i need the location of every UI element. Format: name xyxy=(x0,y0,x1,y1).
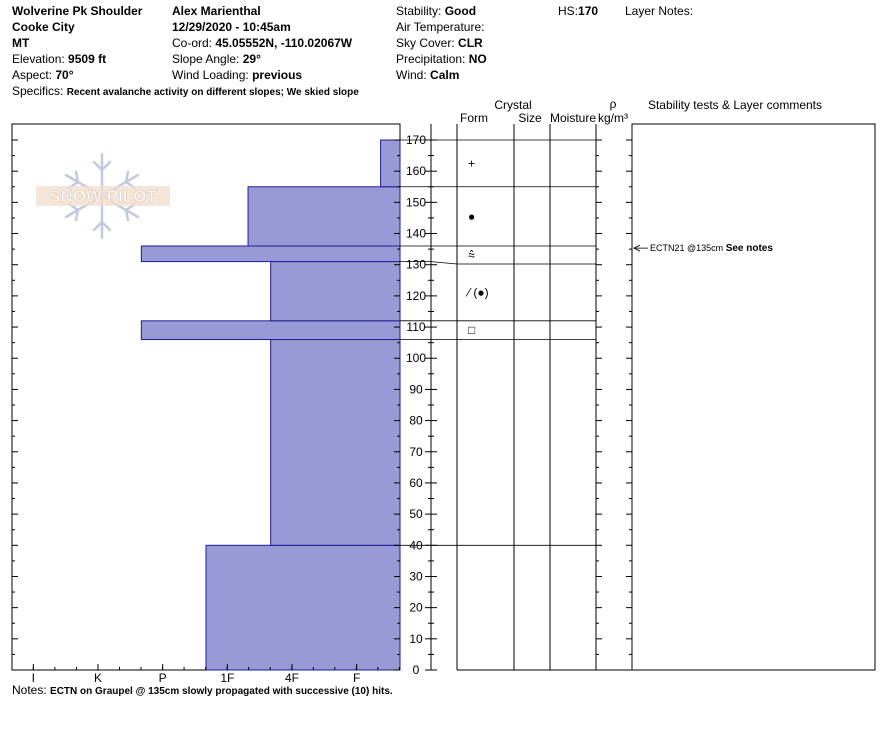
slope-field xyxy=(172,52,261,66)
elevation-field xyxy=(12,52,106,66)
notes-field xyxy=(12,683,393,697)
coord-value: 45.05552N, -110.02067W xyxy=(215,36,353,50)
height-tick-label: 140 xyxy=(405,226,427,241)
stability-test-annotation xyxy=(634,243,773,254)
form-symbol: ⁄ (●) xyxy=(468,285,489,300)
slope-label: Slope Angle: xyxy=(172,52,240,66)
crystal-header: Crystal xyxy=(494,98,532,112)
hardness-bar-3 xyxy=(271,262,400,321)
height-tick-label: 130 xyxy=(405,257,427,272)
height-tick-label: 30 xyxy=(409,569,423,584)
stability-field xyxy=(396,4,476,18)
density-unit-header: kg/m³ xyxy=(598,111,628,125)
height-tick-label: 10 xyxy=(409,631,423,646)
layer-notes-label: Layer Notes: xyxy=(625,4,694,18)
height-tick-label: 70 xyxy=(409,444,423,459)
hardness-bar-1 xyxy=(271,340,400,546)
height-tick-label: 150 xyxy=(405,195,427,210)
coord-label: Co-ord: xyxy=(172,36,213,50)
stability-value: Good xyxy=(444,4,477,18)
stability-label: Stability: xyxy=(396,4,442,18)
height-tick-label: 170 xyxy=(405,133,427,147)
height-tick-label: 160 xyxy=(405,164,427,179)
wind-value: Calm xyxy=(430,68,460,82)
wind-loading-label: Wind Loading: xyxy=(172,68,249,82)
height-tick-label: 100 xyxy=(405,351,427,366)
precip-value: NO xyxy=(468,52,487,66)
height-tick-label: 110 xyxy=(406,320,426,335)
hardness-tick-label: K xyxy=(93,671,103,685)
wind-label: Wind: xyxy=(396,68,427,82)
location-name: Wolverine Pk Shoulder xyxy=(12,4,143,18)
elevation-label: Elevation: xyxy=(12,52,65,66)
crystal-table xyxy=(400,124,875,670)
slope-value: 29° xyxy=(242,52,261,66)
watermark-text: SNOW PILOT xyxy=(49,187,157,206)
hs-label: HS: xyxy=(558,4,579,18)
hardness-tick-label: P xyxy=(158,671,167,685)
aspect-field xyxy=(12,68,74,82)
height-tick-label: 90 xyxy=(409,382,423,397)
hardness-tick-label: I xyxy=(31,671,36,685)
height-tick-label: 40 xyxy=(409,538,423,553)
notes-label: Notes: xyxy=(12,683,47,697)
size-header: Size xyxy=(518,111,542,125)
hardness-bar-4 xyxy=(141,246,400,262)
notes-value: ECTN on Graupel @ 135cm slowly propagated with successive (10) hits. xyxy=(50,686,393,697)
hs-field xyxy=(558,4,598,18)
aspect-value: 70° xyxy=(55,68,74,82)
height-tick-label: 120 xyxy=(405,288,427,303)
hardness-tick-label: 1F xyxy=(220,671,235,685)
stability-test-label: ECTN21 @135cm xyxy=(650,243,724,254)
moisture-header: Moisture xyxy=(549,111,597,125)
coord-field xyxy=(172,36,353,50)
sky-value: CLR xyxy=(458,36,483,50)
sky-field xyxy=(396,36,483,50)
form-symbol: + xyxy=(468,156,476,171)
stability-comments-header: Stability tests & Layer comments xyxy=(647,98,823,112)
wind-loading-field xyxy=(172,68,302,82)
hardness-tick-label: F xyxy=(353,671,361,685)
form-symbol: ● xyxy=(468,209,476,224)
height-tick-label: 80 xyxy=(409,413,423,428)
specifics-value: Recent avalanche activity on different slopes; We skied slope xyxy=(66,87,359,98)
region-name: Cooke City xyxy=(12,20,75,34)
stability-test-extra: See notes xyxy=(725,243,773,255)
aspect-label: Aspect: xyxy=(12,68,53,82)
height-tick-label: 0 xyxy=(412,663,420,677)
hardness-bar-6 xyxy=(381,140,400,187)
elevation-value: 9509 ft xyxy=(68,52,107,66)
hardness-bar-5 xyxy=(248,187,400,246)
specifics-field xyxy=(12,84,359,98)
sky-label: Sky Cover: xyxy=(396,36,455,50)
height-tick-label: 50 xyxy=(409,507,423,522)
hardness-tick-label: 4F xyxy=(284,671,300,685)
comments-box xyxy=(632,124,875,670)
specifics-label: Specifics: xyxy=(12,84,64,98)
air-temp-label: Air Temperature: xyxy=(396,20,485,34)
stability-test-text xyxy=(650,243,773,254)
hardness-bar-2 xyxy=(141,321,400,340)
wind-loading-value: previous xyxy=(252,68,303,82)
observation-datetime: 12/29/2020 - 10:45am xyxy=(172,20,291,34)
density-ticks xyxy=(596,140,632,670)
layer-connector xyxy=(431,262,457,264)
rho-header: ρ xyxy=(609,97,617,111)
precip-label: Precipitation: xyxy=(396,52,466,66)
form-header: Form xyxy=(460,111,488,125)
form-symbol: ⩯ xyxy=(468,248,476,262)
state-name: MT xyxy=(12,36,30,50)
observer-name: Alex Marienthal xyxy=(172,4,261,18)
height-tick-label: 60 xyxy=(409,475,423,490)
height-tick-label: 20 xyxy=(409,600,423,615)
hardness-bar-0 xyxy=(206,545,400,670)
hs-value: 170 xyxy=(578,4,599,18)
form-symbol: □ xyxy=(468,323,476,338)
precip-field xyxy=(396,52,487,66)
wind-field xyxy=(396,68,459,82)
